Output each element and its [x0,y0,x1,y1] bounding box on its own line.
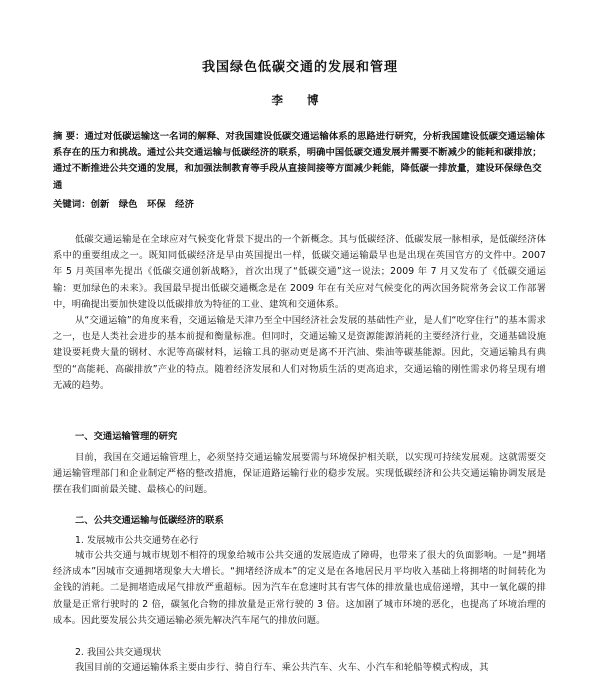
body-paragraphs [53,232,546,394]
subsection-heading-1: 1. 发展城市公共交通势在必行 [75,535,199,546]
paper-title: 我国绿色低碳交通的发展和管理 [201,60,398,75]
keywords [53,197,546,213]
keywords-text: 创新 绿色 环保 经济 [90,199,194,210]
section-1-body [53,450,546,499]
subsection-2-body [53,660,546,676]
paragraph: 从“交通运输”的角度来看，交通运输是天津乃至全中国经济社会发展的基础性产业，是人们“吃穿住行”的基本需求之一，也是人类社会进步的基本前提和衡量标准。但同时，交通运输又是资源能源消耗的主要经济行业，交通基础设施建设要耗费大量的钢材、水泥等高碳材料，运输工具的驱动更是离不开汽油、柴油等碳基能源。因此，交通运输具有典型的“高能耗、高碳排放”产业的特点。随着经济发展和人们对物质生活的更高追求，交通运输的刚性需求仍将呈现有增无减的趋势。 [53,315,546,391]
abstract-label: 摘 要： [53,131,85,142]
paragraph: 我国目前的交通运输体系主要由步行、骑自行车、乘公共汽车、火车、小汽车和轮船等模式构成，其 [75,662,489,673]
author-name: 李 博 [271,93,329,107]
paragraph: 目前，我国在交通运输管理上，必须坚持交通运输发展要需与环境保护相关联，以实现可持续发展观。这就需要交通运输管理部门和企业制定严格的整改措施，保证道路运输行业的稳步发展。实现低碳经济和公共交通运输协调发展是摆在我们面前最关键、最核心的问题。 [53,452,546,496]
abstract-text: 通过对低碳运输这一名词的解释、对我国建设低碳交通运输体系的思路进行研究，分析我国建设低碳交通运输体系存在的压力和挑战。通过公共交通运输与低碳经济的联系，明确中国低碳交通发展并需要不断减少的能耗和碳排放；通过不断推进公共交通的发展，和加强法制教育等手段从直接间接等方面减少耗能，降低碳一排放量，建设环保绿色交通 [53,131,545,191]
section-heading-2: 二、公共交通运输与低碳经济的联系 [75,515,224,526]
abstract [53,129,546,194]
subsection-1-body [53,548,546,629]
section-heading-1: 一、交通运输管理的研究 [75,431,178,442]
subsection-heading-2: 2. 我国公共交通现状 [75,647,162,658]
paragraph: 城市公共交通与城市规划不相符的现象给城市公共交通的发展造成了障碍，也带来了很大的负面影响。一是“拥堵经济成本”因城市交通拥堵现象大大增长。“拥堵经济成本”的定义是在各地居民月平均收入基础上将拥堵的时间转化为金钱的消耗。二是拥堵造成尾气排放严重超标。因为汽车在怠速时其有害气体的排放量也成倍递增，其中一氧化碳的排放量是正常行驶时的 2 倍，碳氢化合物的排放量是正常行驶的 3 倍。这加剧了城市环境的恶化，也提高了环境治理的成本。因此要发展公共交通运输必须先解决汽车尾气的排放问题。 [53,550,546,626]
keywords-label: 关键词： [53,199,91,210]
paragraph: 低碳交通运输是在全球应对气候变化背景下提出的一个新概念。其与低碳经济、低碳发展一脉相承，是低碳经济体系中的重要组成之一。既知同低碳经济是早由英国提出一样，低碳交通运输最早也是出现在英国官方的文件中。2007 年 5 月英国率先提出《低碳交通创新战略》，首次出现了“低碳交通”这一说法；2009 年 7 月又发布了《低碳交通运输：更加绿色的未来》。我国最早提出低碳交通概念是在 2009 年在有关应对气候变化的两次国务院常务会议工作部署中，明确提出要加快建设以低碳排放为特征的工业、建筑和交通体系。 [53,234,546,310]
